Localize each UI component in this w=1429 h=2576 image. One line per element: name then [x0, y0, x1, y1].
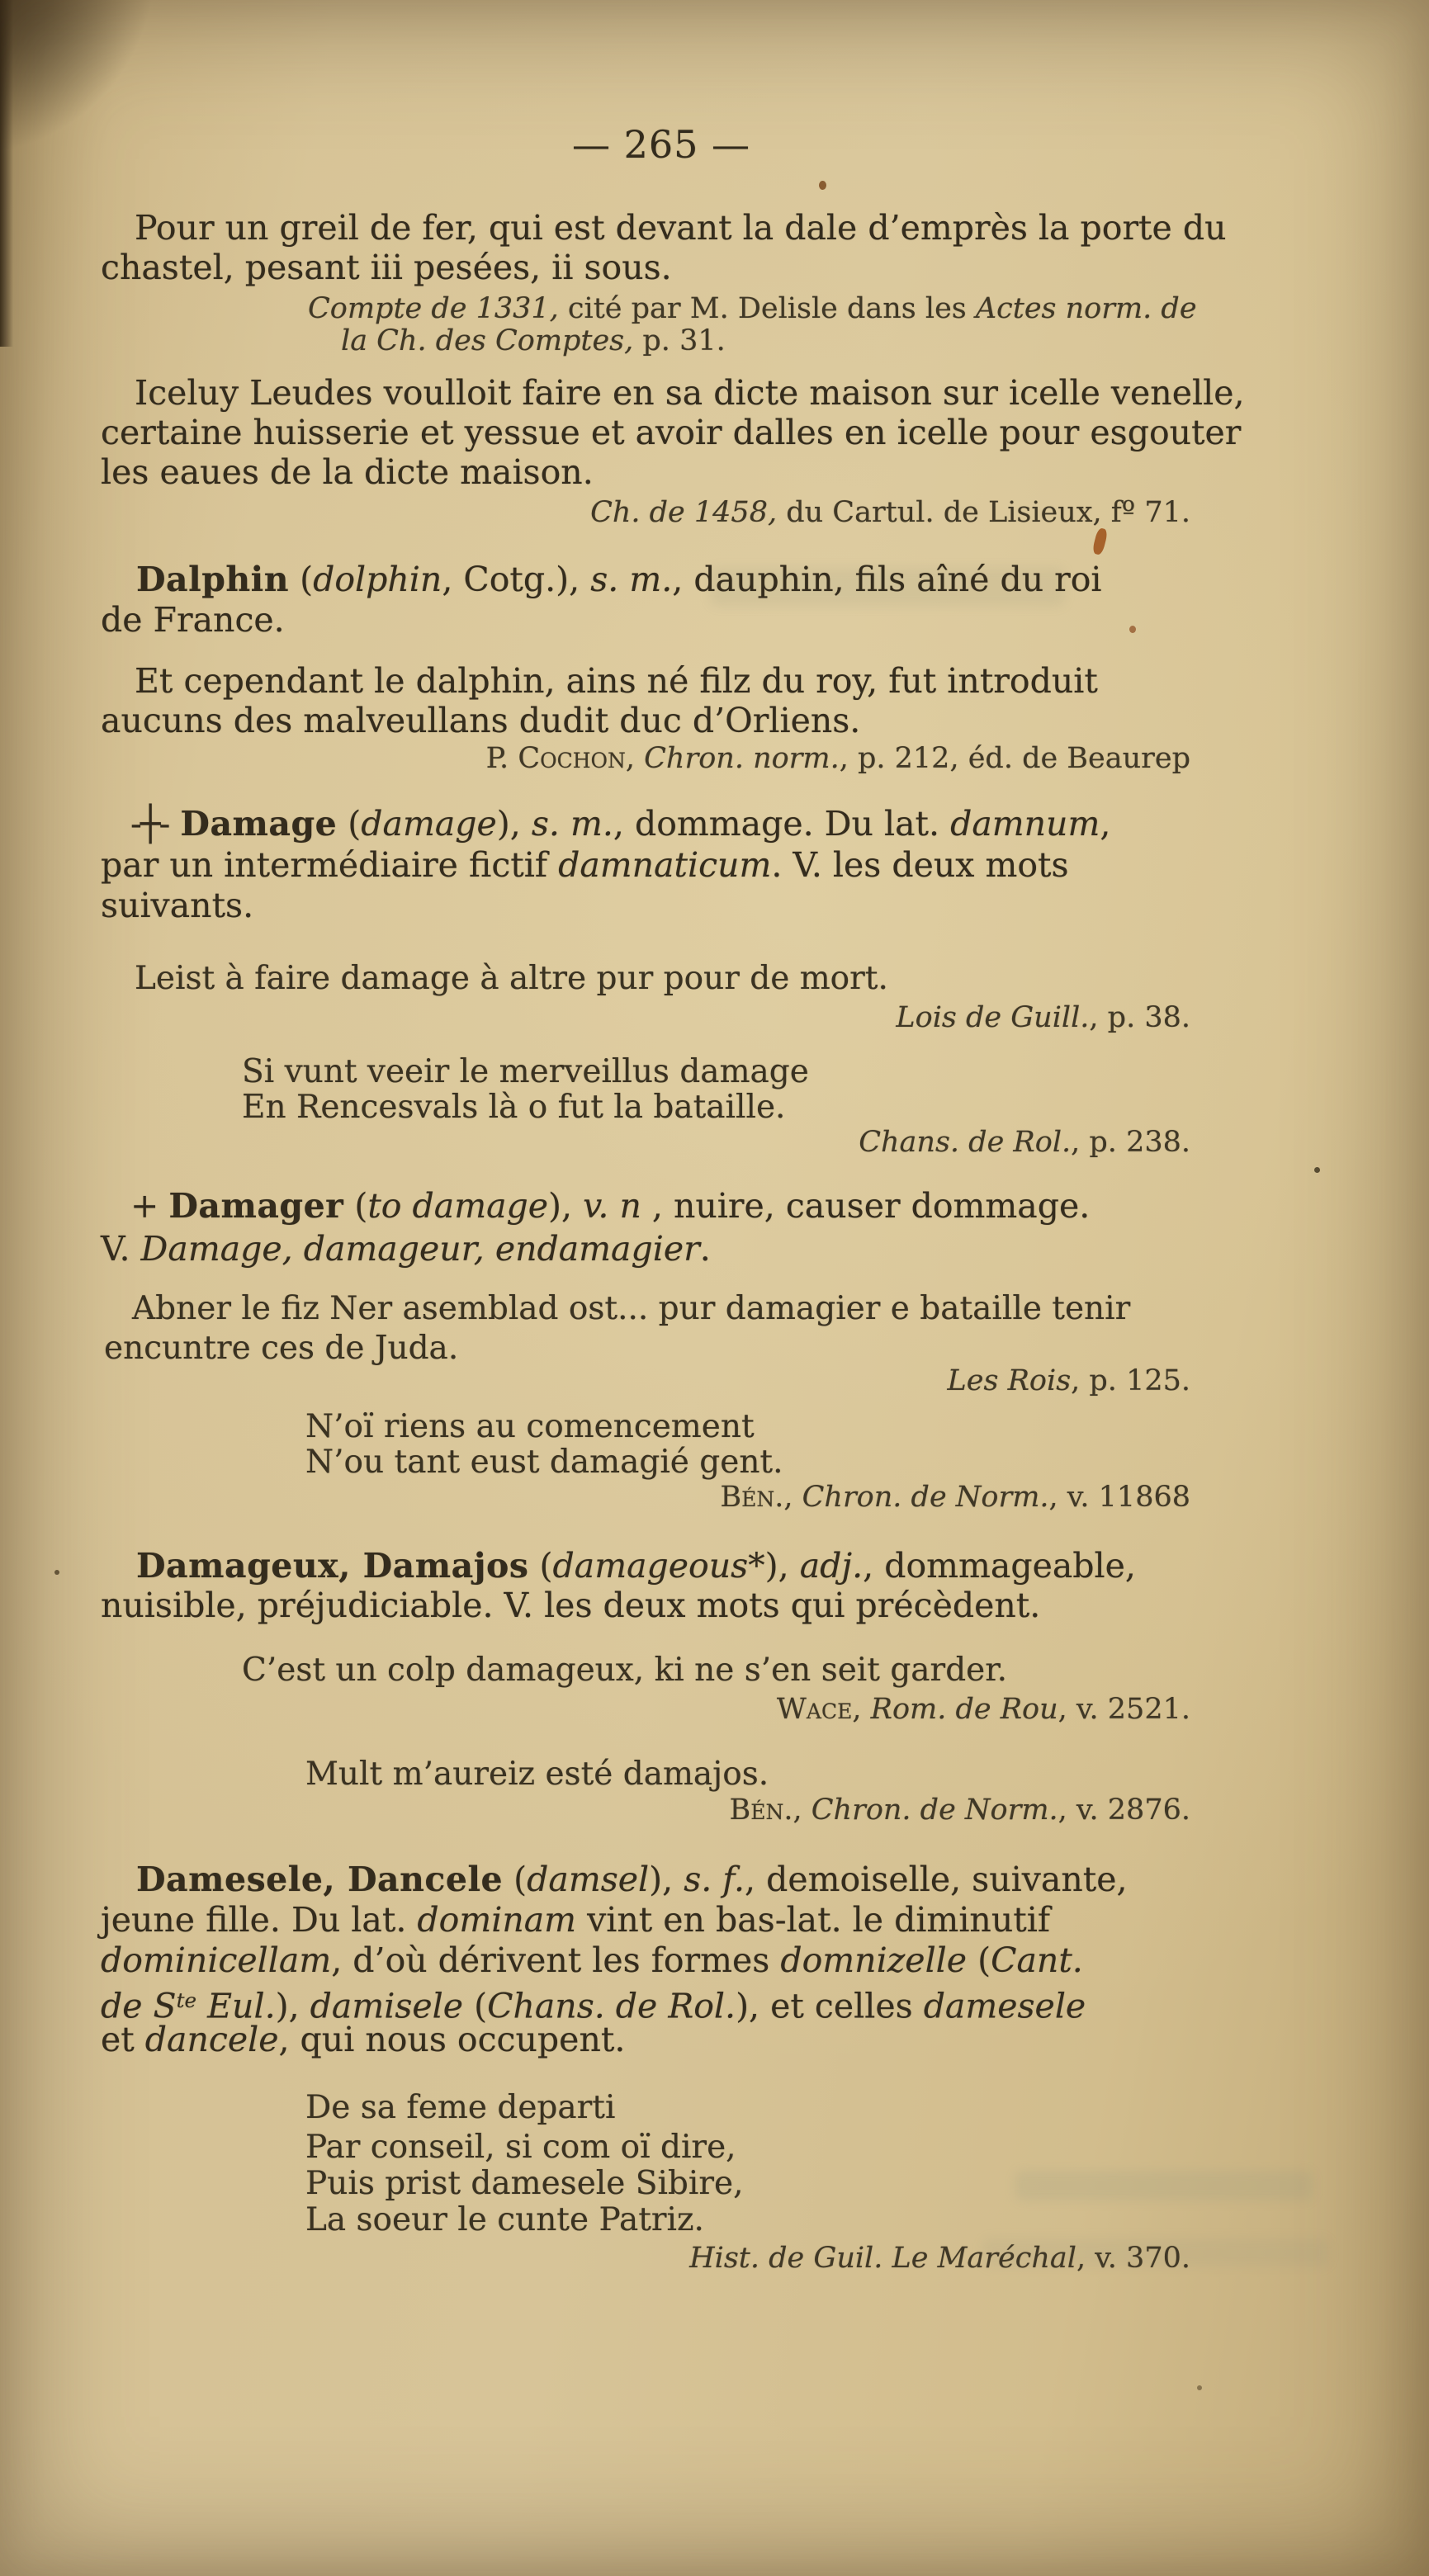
citation-source: Chron. norm.: [644, 742, 840, 775]
paragraph-line: certaine huisserie et yessue et avoir dalles en icelle pour esgouter: [101, 413, 1242, 452]
text-segment: , qui nous occupent.: [278, 2020, 626, 2059]
citation-page-ref: , v. 2876.: [1058, 1794, 1190, 1827]
citation-line: [341, 324, 726, 357]
entry-line-damageux: nuisible, préjudiciable. V. les deux mots qui précèdent.: [101, 1586, 1041, 1625]
entry-headword: Damage: [180, 804, 338, 844]
citation-source: Lois de Guill.: [896, 1001, 1090, 1034]
citation-line: [308, 292, 1197, 325]
foxing-speck: [819, 181, 826, 190]
citation-text: ,: [793, 1794, 812, 1827]
entry-line-damager: [130, 1186, 1090, 1226]
citation-text: P.: [485, 742, 518, 775]
grammar-abbrev: adj.: [799, 1546, 864, 1586]
ink-dot: [54, 1570, 59, 1575]
latin-word: dominicellam: [101, 1940, 332, 1980]
citation-line: [948, 1364, 1190, 1397]
citation-source: Hist. de Guil. Le Maréchal: [689, 2242, 1076, 2275]
entry-line-damage: suivants.: [101, 886, 254, 925]
text-segment: jeune fille. Du lat.: [101, 1900, 418, 1940]
text-segment: (: [343, 1186, 368, 1226]
text-segment: et: [101, 2020, 145, 2059]
citation-line: [590, 496, 1190, 529]
citation-page-ref: , p. 125.: [1071, 1364, 1190, 1397]
quote-line: Abner le fiz Ner asemblad ost... pur damagier e bataille tenir: [132, 1290, 1131, 1327]
verse-line: Par conseil, si com oï dire,: [305, 2129, 736, 2166]
entry-headword: Damageux, Damajos: [136, 1546, 529, 1586]
paragraph-line: chastel, pesant iii pesées, ii sous.: [101, 248, 672, 287]
entry-line-dalphin: [136, 560, 1102, 599]
entry-line-damager: [101, 1229, 711, 1269]
foreign-word: damage: [361, 804, 497, 844]
text-segment: (: [528, 1546, 553, 1586]
quote-line: Et cependant le dalphin, ains né filz du roy, fut introduit: [135, 661, 1098, 701]
text-segment: .: [699, 1229, 711, 1269]
verse-line: La soeur le cunte Patriz.: [305, 2201, 704, 2238]
text-segment: ),: [496, 804, 532, 844]
text-segment: ),: [649, 1860, 684, 1899]
text-segment: ,: [1100, 804, 1111, 844]
text-segment: (: [289, 560, 314, 599]
paragraph-line: les eaues de la dicte maison.: [101, 452, 594, 492]
entry-line-damesele: [101, 2020, 625, 2059]
foreign-word: damageous: [552, 1546, 749, 1586]
page-number: — 265 —: [571, 122, 751, 167]
citation-source: Eul.: [196, 1986, 276, 2026]
text-segment: , d’où dérivent les formes: [331, 1940, 781, 1980]
citation-line: [730, 1794, 1190, 1827]
entry-line-dalphin: de France.: [101, 600, 285, 640]
foxing-speck: [1091, 527, 1108, 555]
citation-line: [896, 1001, 1190, 1034]
verse-line: Si vunt veeir le merveillus damage: [242, 1053, 809, 1090]
entry-line-damageux: [136, 1546, 1136, 1586]
ink-dot: [1314, 1167, 1320, 1173]
citation-page-ref: , v. 11868: [1048, 1481, 1190, 1514]
plus-marker-icon: +: [130, 1186, 158, 1226]
text-segment: (: [503, 1860, 528, 1899]
paragraph-line: Iceluy Leudes voulloit faire en sa dicte maison sur icelle venelle,: [135, 373, 1245, 413]
citation-source: Rom. de Rou: [870, 1693, 1058, 1726]
citation-line: [486, 742, 1190, 775]
foxing-speck: [1129, 626, 1136, 633]
text-segment: , demoiselle, suivante,: [745, 1860, 1128, 1899]
foreign-word: damsel: [527, 1860, 650, 1899]
page-left-edge: [0, 0, 13, 347]
verse-line: Puis prist damesele Sibire,: [305, 2165, 744, 2202]
verse-line: N’ou tant eust damagié gent.: [305, 1444, 783, 1481]
quote-line: C’est un colp damageux, ki ne s’en seit garder.: [242, 1652, 1007, 1689]
citation-source: Chron. de Norm.: [811, 1794, 1058, 1827]
latin-word: damnum: [950, 804, 1100, 844]
citation-line: [720, 1481, 1190, 1514]
citation-source: Chron. de Norm.: [802, 1481, 1049, 1514]
text-segment: ), et celles: [736, 1986, 924, 2026]
citation-author: Bén.: [720, 1481, 784, 1514]
entry-headword: Damesele, Dancele: [136, 1860, 504, 1899]
citation-source: Chans. de Rol.: [859, 1126, 1072, 1159]
entry-line-damesele: [136, 1860, 1128, 1899]
entry-line-damage: [130, 804, 1110, 844]
text-segment: , dauphin, fils aîné du roi: [672, 560, 1102, 599]
citation-text: cité par M. Delisle dans les: [558, 292, 976, 325]
text-segment: , Cotg.),: [442, 560, 591, 599]
citation-source: Actes norm. de: [975, 292, 1197, 325]
citation-page-ref: , p. 38.: [1089, 1001, 1190, 1034]
verse-line: N’oï riens au comencement: [305, 1408, 755, 1445]
text-segment: ),: [548, 1186, 584, 1226]
citation-source: Cant.: [991, 1940, 1083, 1980]
text-segment: , dommageable,: [863, 1546, 1136, 1586]
superscript-abbrev: te: [176, 1988, 197, 2012]
text-segment: , dommage. Du lat.: [613, 804, 951, 844]
citation-page-ref: , p. 238.: [1071, 1126, 1190, 1159]
citation-page-ref: , v. 2521.: [1058, 1693, 1190, 1726]
grammar-abbrev: s. m.: [531, 804, 613, 844]
citation-author: Bén.: [729, 1794, 793, 1827]
citation-source: Compte de 1331,: [308, 292, 559, 325]
quote-line: encuntre ces de Juda.: [104, 1330, 459, 1367]
cross-marker-icon: -┼-: [130, 804, 169, 844]
showthrough-smudge: [1015, 2171, 1313, 2200]
foreign-word: dancele: [144, 2020, 279, 2059]
entry-headword: Dalphin: [136, 560, 290, 599]
entry-headword: Damager: [168, 1186, 344, 1226]
citation-author: Wace: [776, 1693, 853, 1726]
citation-line: [777, 1693, 1190, 1726]
quote-line: aucuns des malveullans dudit duc d’Orliens.: [101, 701, 861, 740]
cross-reference: Damage, damageur, endamagier: [140, 1229, 700, 1269]
ink-dot: [1197, 2385, 1202, 2390]
citation-source: Les Rois: [947, 1364, 1072, 1397]
citation-text: ,: [625, 742, 645, 775]
latin-word: dominam: [417, 1900, 577, 1940]
citation-text: ,: [783, 1481, 802, 1514]
grammar-abbrev: v. n: [583, 1186, 641, 1226]
text-segment: par un intermédiaire fictif: [101, 845, 559, 885]
grammar-abbrev: s. f.: [684, 1860, 745, 1899]
citation-source: la Ch. des Comptes,: [341, 324, 634, 357]
text-segment: . V. les deux mots: [771, 845, 1069, 885]
foreign-word: damisele: [310, 1986, 464, 2026]
text-segment: (: [463, 1986, 488, 2026]
foreign-word: damesele: [923, 1986, 1086, 2026]
citation-page-ref: , v. 370.: [1076, 2242, 1190, 2275]
entry-line-damesele: [101, 1940, 1083, 1980]
citation-author: Cochon: [518, 742, 626, 775]
text-segment: (: [967, 1940, 991, 1980]
foreign-word: to damage: [367, 1186, 549, 1226]
text-segment: *),: [748, 1546, 800, 1586]
grammar-abbrev: s. m.: [590, 560, 673, 599]
text-segment: vint en bas-lat. le diminutif: [576, 1900, 1051, 1940]
foreign-word: domnizelle: [780, 1940, 968, 1980]
citation-line: [689, 2242, 1190, 2275]
entry-line-damesele: [101, 1900, 1050, 1940]
citation-page-ref: du Cartul. de Lisieux, fº 71.: [777, 496, 1190, 529]
text-segment: ),: [275, 1986, 310, 2026]
verse-line: En Rencesvals là o fut la bataille.: [242, 1089, 786, 1126]
paragraph-line: Pour un greil de fer, qui est devant la dale d’emprès la porte du: [135, 208, 1227, 248]
latin-word: damnaticum: [558, 845, 772, 885]
foreign-word: dolphin: [313, 560, 442, 599]
citation-source: Ch. de 1458,: [590, 496, 778, 529]
citation-source: Chans. de Rol.: [487, 1986, 736, 2026]
text-segment: , nuire, causer dommage.: [641, 1186, 1091, 1226]
verse-line: De sa feme departi: [305, 2089, 616, 2126]
text-segment: V.: [101, 1229, 141, 1269]
citation-line: [859, 1126, 1190, 1159]
citation-text: ,: [852, 1693, 871, 1726]
citation-page-ref: p. 31.: [633, 324, 726, 357]
citation-page-ref: , p. 212, éd. de Beaurep: [839, 742, 1190, 775]
quote-line: Mult m’aureiz esté damajos.: [305, 1756, 769, 1793]
quote-line: Leist à faire damage à altre pur pour de mort.: [135, 960, 888, 997]
text-segment: (: [337, 804, 362, 844]
citation-source: de S: [101, 1986, 177, 2026]
entry-line-damage: [101, 845, 1069, 885]
